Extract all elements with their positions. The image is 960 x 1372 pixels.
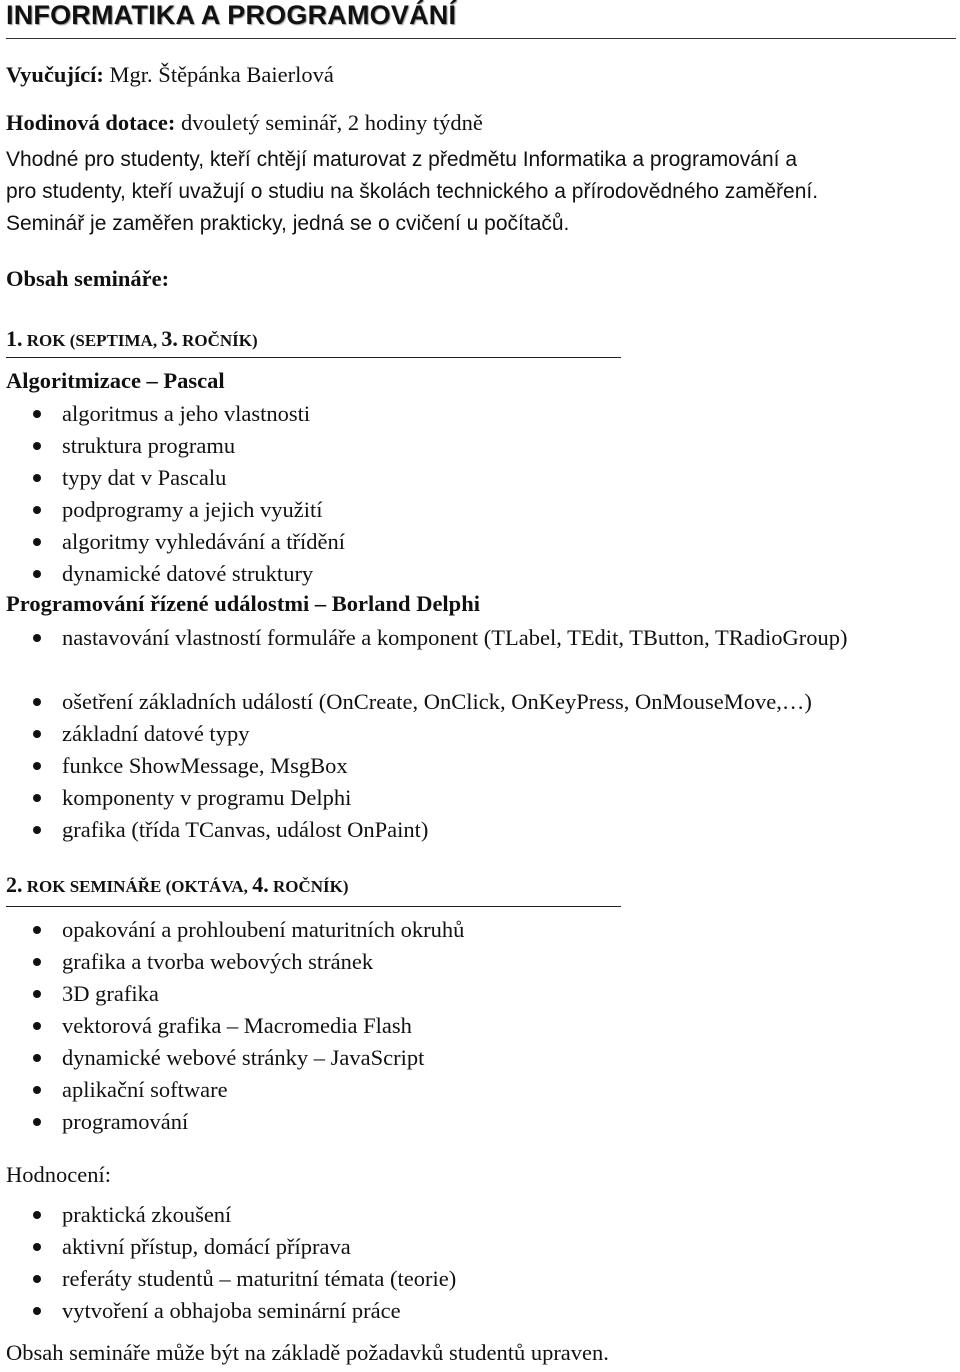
list-item: základní datové typy — [0, 718, 942, 750]
bullet-icon — [33, 1118, 41, 1126]
bullet-icon — [33, 506, 41, 514]
year1-divider — [6, 357, 621, 358]
group1-list — [0, 398, 345, 590]
bullet-icon — [33, 1275, 41, 1283]
teacher-line — [6, 62, 334, 88]
group2-list — [0, 622, 942, 846]
teacher-label: Vyučující: — [6, 62, 104, 87]
list-item: grafika a tvorba webových stránek — [0, 946, 464, 978]
list-item: algoritmus a jeho vlastnosti — [0, 398, 345, 430]
year1-heading — [6, 326, 258, 352]
year1-heading-number-2: 3. — [161, 326, 178, 351]
bullet-icon — [33, 1211, 41, 1219]
intro-line-2: pro studenty, kteří uvažují o studiu na školách technického a přírodovědného zaměření. — [6, 180, 819, 203]
year2-heading-number: 2. — [6, 872, 23, 897]
bullet-icon — [33, 570, 41, 578]
bullet-icon — [33, 926, 41, 934]
hours-line — [6, 110, 483, 136]
bullet-icon — [33, 1054, 41, 1062]
intro-line-1: Vhodné pro studenty, kteří chtějí maturovat z předmětu Informatika a programování a — [6, 148, 798, 171]
bullet-icon — [33, 794, 41, 802]
evaluation-list — [0, 1199, 456, 1327]
year2-heading-number-2: 4. — [252, 872, 269, 897]
year1-heading-text-2: ROČNÍK) — [177, 331, 258, 350]
title-divider — [6, 38, 956, 39]
list-item: referáty studentů – maturitní témata (teorie) — [0, 1263, 456, 1295]
year2-heading-text-2: ROČNÍK) — [268, 877, 349, 896]
year1-heading-text: ROK (SEPTIMA, — [22, 331, 162, 350]
list-item: programování — [0, 1106, 464, 1138]
list-item: aktivní přístup, domácí příprava — [0, 1231, 456, 1263]
teacher-value: Mgr. Štěpánka Baierlová — [109, 62, 334, 87]
year2-divider — [6, 906, 621, 907]
list-item: praktická zkoušení — [0, 1199, 456, 1231]
bullet-icon — [33, 410, 41, 418]
bullet-icon — [33, 1022, 41, 1030]
list-item: struktura programu — [0, 430, 345, 462]
list-item: dynamické datové struktury — [0, 558, 345, 590]
list-item: 3D grafika — [0, 978, 464, 1010]
bullet-icon — [33, 762, 41, 770]
list-item: vytvoření a obhajoba seminární práce — [0, 1295, 456, 1327]
list-item: ošetření základních událostí (OnCreate, OnClick, OnKeyPress, OnMouseMove,…) — [0, 686, 942, 718]
intro-line-3: Seminář je zaměřen prakticky, jedná se o cvičení u počítačů. — [6, 212, 570, 235]
bullet-icon — [33, 1243, 41, 1251]
group1-title: Algoritmizace – Pascal — [6, 368, 225, 393]
bullet-icon — [33, 474, 41, 482]
content-heading: Obsah semináře: — [6, 266, 170, 291]
bullet-icon — [33, 958, 41, 966]
bullet-icon — [33, 730, 41, 738]
list-item: algoritmy vyhledávání a třídění — [0, 526, 345, 558]
bullet-icon — [33, 698, 41, 706]
list-item: aplikační software — [0, 1074, 464, 1106]
bullet-icon — [33, 1086, 41, 1094]
year2-heading — [6, 872, 349, 898]
list-item: opakování a prohloubení maturitních okruhů — [0, 914, 464, 946]
page-title: INFORMATIKA A PROGRAMOVÁNÍ — [6, 0, 457, 30]
hours-label: Hodinová dotace: — [6, 110, 176, 135]
year2-heading-text: ROK SEMINÁŘE (OKTÁVA, — [22, 877, 253, 896]
year1-heading-number: 1. — [6, 326, 23, 351]
list-item: podprogramy a jejich využití — [0, 494, 345, 526]
bullet-icon — [33, 634, 41, 642]
year2-list — [0, 914, 464, 1138]
bullet-icon — [33, 538, 41, 546]
bullet-icon — [33, 442, 41, 450]
list-item: typy dat v Pascalu — [0, 462, 345, 494]
list-item: funkce ShowMessage, MsgBox — [0, 750, 942, 782]
list-item: nastavování vlastností formuláře a komponent (TLabel, TEdit, TButton, TRadioGroup) — [0, 622, 942, 686]
hours-value: dvouletý seminář, 2 hodiny týdně — [181, 110, 483, 135]
evaluation-heading: Hodnocení: — [6, 1162, 111, 1187]
bullet-icon — [33, 1307, 41, 1315]
list-item: vektorová grafika – Macromedia Flash — [0, 1010, 464, 1042]
group2-title: Programování řízené událostmi – Borland Delphi — [6, 591, 480, 616]
bullet-icon — [33, 990, 41, 998]
footer-note: Obsah semináře může být na základě požadavků studentů upraven. — [6, 1340, 609, 1365]
list-item: grafika (třída TCanvas, událost OnPaint) — [0, 814, 942, 846]
bullet-icon — [33, 826, 41, 834]
list-item: komponenty v programu Delphi — [0, 782, 942, 814]
list-item: dynamické webové stránky – JavaScript — [0, 1042, 464, 1074]
